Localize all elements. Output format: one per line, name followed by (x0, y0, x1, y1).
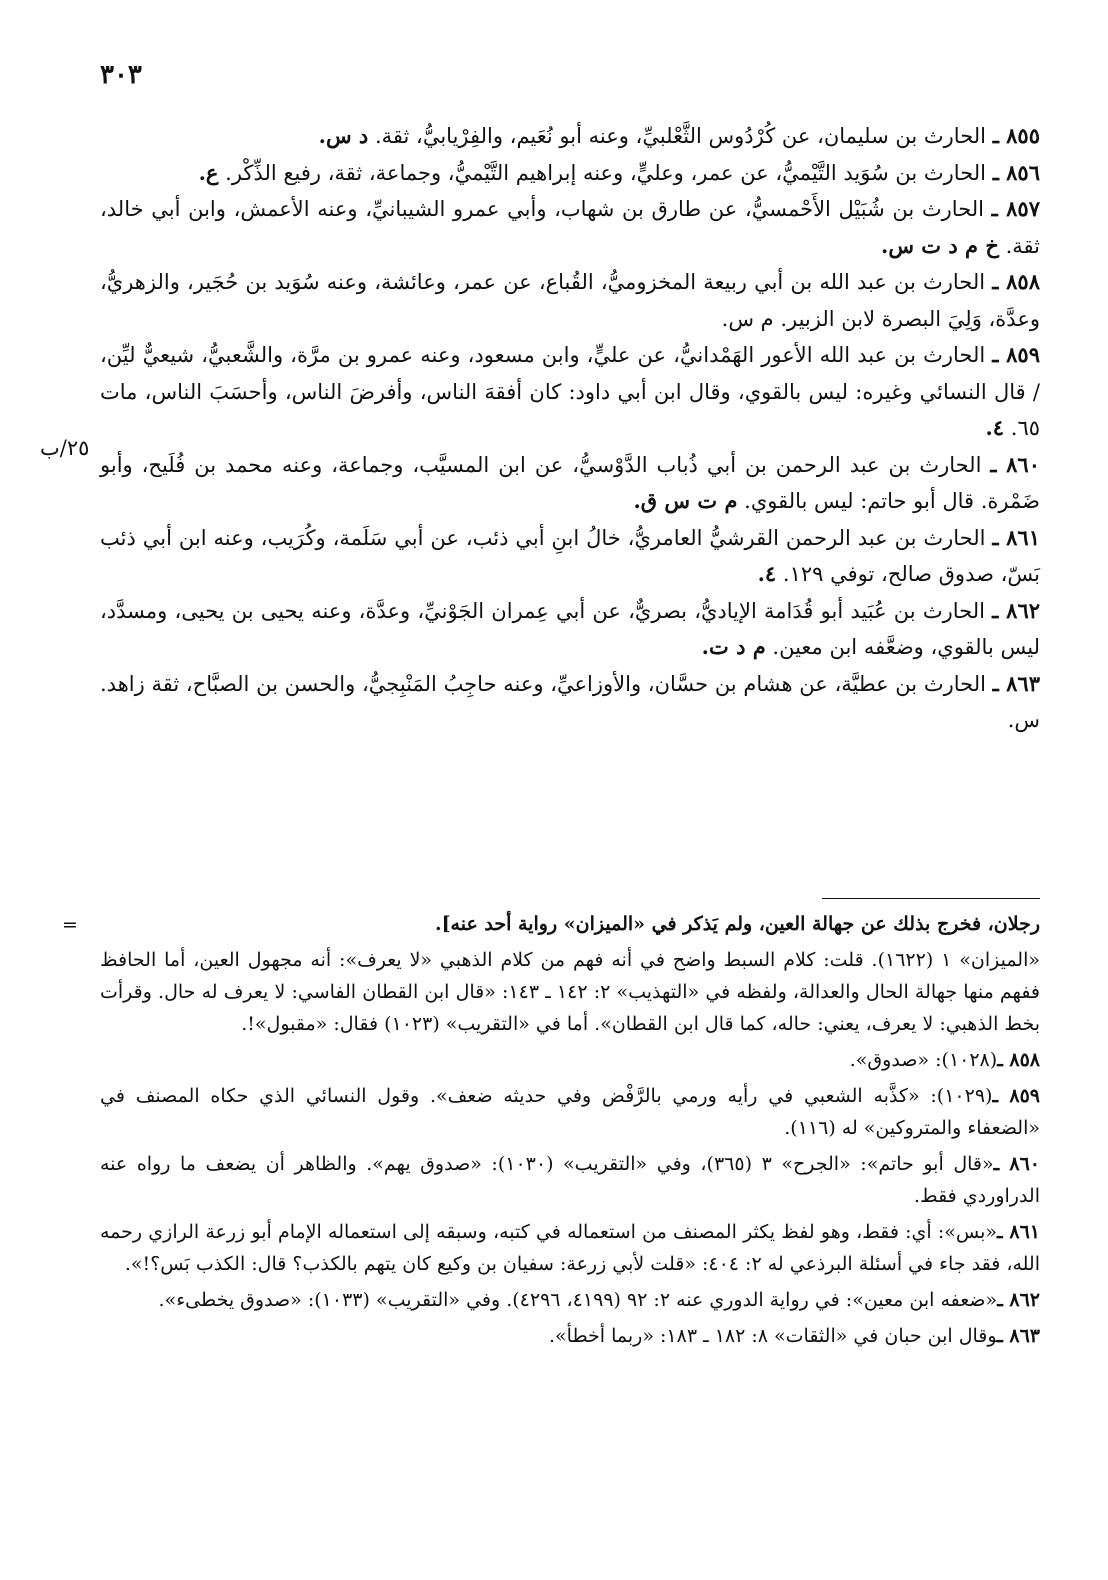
main-text (100, 118, 1040, 739)
entry-number: ٨٥٩ ـ (992, 342, 1040, 367)
entry-number: ٨٦٠ ـ (990, 451, 1040, 477)
entry-text: الحارث بن عبد الله الأعور الهَمْدانيُّ، عن عليٍّ، وابن مسعود، وعنه عمرو بن مرَّة، والشَّعبيُّ، شيعيٌّ ليِّن، / قال النسائي وغيره: ليس بالقوي، وقال ابن أبي داود: كان أفقهَ الناس، وأفرضَ الناس، وأحسَبَ الناس، مات ٦٥. (100, 343, 1040, 440)
entry-859 (100, 337, 1040, 447)
footnote-number: ٨٥٨ ـ (997, 1049, 1040, 1071)
entry-text: الحارث بن عطيَّة، عن هشام بن حسَّان، والأوزاعيِّ، وعنه حاجِبُ المَنْبِجيُّ، والحسن بن الصبَّاح، ثقة زاهد. س. (100, 671, 1040, 732)
footnote-862 (100, 1284, 1040, 1316)
entry-text: الحارث بن عبد الرحمن القرشيُّ العامريُّ، خالُ ابنِ أبي ذئب، عن أبي سَلَمة، وكُرَيب، وعنه ابن أبي ذئب بَسّ، صدوق صالح، توفي ١٢٩. (100, 525, 1040, 586)
footnote-number: ٨٥٩ ـ (992, 1085, 1040, 1107)
entry-858 (100, 264, 1040, 337)
entry-number: ٨٦٣ ـ (992, 670, 1040, 696)
entry-856 (100, 155, 1040, 192)
footnote-text: (١٠٢٨): «صدوق». (849, 1049, 998, 1071)
footnote-text: وقال ابن حبان في «الثقات» ٨: ١٨٢ ـ ١٨٣: «ربما أخطأ». (549, 1325, 998, 1347)
footnote-text: (١٠٢٩): «كذَّبه الشعبي في رأيه ورمي بالرَّفْض وفي حديثه ضعف». وقول النسائي الذي حكاه المصنف في «الضعفاء والمتروكين» له (١١٦). (100, 1085, 1040, 1139)
footnote-863 (100, 1320, 1040, 1352)
footnote-number: ٨٦١ ـ (997, 1221, 1040, 1243)
entry-text: الحارث بن شُبَيْل الأَحْمسيُّ، عن طارق بن شهاب، وأبي عمرو الشيبانيِّ، وعنه الأعمش، وابن أبي خالد، ثقة. (100, 197, 1040, 258)
entry-862 (100, 593, 1040, 666)
footnote-860 (100, 1148, 1040, 1212)
footnote-text: «الميزان» ١ (١٦٢٢). قلت: كلام السبط واضح في أنه فهم من كلام الذهبي «لا يعرف»: أنه مجهول العين، أما الحافظ ففهم منها جهالة الحال والعدالة، ولفظه في «التهذيب» ٢: ١٤٢ ـ ١٤٣: «قال ابن القطان الفاسي: لا يعرف له حال. وقرأت بخط الذهبي: لا يعرف، يعني: حاله، كما قال ابن القطان». أما في «التقريب» (١٠٢٣) فقال: «مقبول»!. (100, 949, 1041, 1035)
entry-860 (100, 447, 1040, 520)
entry-text: الحارث بن عُبَيد أبو قُدَامة الإياديُّ، بصريٌّ، عن أبي عِمران الجَوْنيِّ، وعدَّة، وعنه يحيى بن يحيى، ومسدَّد، ليس بالقوي، وضعَّفه ابن معين. (100, 598, 1040, 659)
entry-861 (100, 520, 1040, 593)
entry-text: الحارث بن سليمان، عن كُرْدُوس الثَّعْلبيِّ، وعنه أبو نُعَيم، والفِرْيابيُّ، ثقة. (374, 124, 986, 148)
entry-number: ٨٥٥ ـ (992, 123, 1040, 148)
entry-number: ٨٥٧ ـ (991, 196, 1040, 221)
footnote-859 (100, 1080, 1040, 1144)
entry-number: ٨٥٨ ـ (992, 269, 1040, 294)
entry-code: ٤. (985, 415, 1005, 440)
footnote-857 (100, 944, 1040, 1040)
entry-code: م ت س ق. (633, 488, 738, 513)
footnote-continued (100, 908, 1040, 940)
footnote-text: «قال أبو حاتم»: «الجرح» ٣ (٣٦٥)، وفي «التقريب» (١٠٣٠): «صدوق يهم». والظاهر أن يضعف ما رواه عنه الدراوردي فقط. (100, 1153, 1040, 1207)
footnotes (100, 908, 1040, 1356)
footnote-text: «بس»: أي: فقط، وهو لفظ يكثر المصنف من استعماله في كتبه، وسبقه إلى استعماله الإمام أبو زرعة الرازي رحمه الله، فقد جاء في أسئلة البرذعي له ٢: ٤٠٤: «قلت لأبي زرعة: سفيان بن وكيع كان يتهم بالكذب؟ قال: الكذب بَس؟!». (100, 1221, 1040, 1275)
entry-number: ٨٥٦ ـ (992, 159, 1040, 185)
footnote-text: «ضعفه ابن معين»: في رواية الدوري عنه ٢: ٩٢ (٤١٩٩، ٤٢٩٦). وفي «التقريب» (١٠٣٣): «صدوق يخطىء». (158, 1289, 998, 1311)
entry-857 (100, 191, 1040, 264)
margin-folio-note: ٢٥/ب (40, 436, 90, 460)
footnote-number: ٨٦٢ ـ (997, 1289, 1040, 1311)
footnote-number: ٨٦٣ ـ (997, 1325, 1040, 1347)
entry-code: ع. (198, 159, 219, 185)
entry-code: د س. (318, 123, 369, 148)
footnote-text: رجلان، فخرج بذلك عن جهالة العين، ولم يَذكر في «الميزان» رواية أحد عنه]. (434, 913, 1040, 935)
entry-code: ٤. (757, 561, 777, 586)
entry-855 (100, 118, 1040, 155)
footnote-858 (100, 1044, 1040, 1076)
footnote-separator (822, 898, 1040, 899)
entry-number: ٨٦٢ ـ (992, 597, 1041, 623)
entry-code: م د ت. (701, 634, 766, 659)
entry-text: الحارث بن سُوَيد التَّيْميُّ، عن عمر، وعليٍّ، وعنه إبراهيم التَّيْميُّ، وجماعة، ثقة، رفيع الذِّكْر. (225, 160, 986, 185)
entry-number: ٨٦١ ـ (992, 524, 1040, 550)
footnote-number: ٨٦٠ ـ (993, 1153, 1040, 1175)
page-number: ٣٠٣ (100, 60, 142, 90)
entry-863 (100, 666, 1040, 739)
footnote-861 (100, 1216, 1040, 1280)
entry-text: الحارث بن عبد الرحمن بن أبي ذُباب الدَّوْسيُّ، عن ابن المسيَّب، وجماعة، وعنه محمد بن فُلَيح، وأبو ضَمْرة. قال أبو حاتم: ليس بالقوي. (100, 452, 1040, 513)
entry-code: خ م د ت س. (881, 232, 999, 258)
entry-text: الحارث بن عبد الله بن أبي ربيعة المخزوميُّ، القُباع، عن عمر، وعائشة، وعنه سُوَيد بن حُجَير، والزهريُّ، وعدَّة، وَلِيَ البصرة لابن الزبير. م س. (100, 270, 1040, 331)
continuation-mark: = (62, 914, 78, 936)
